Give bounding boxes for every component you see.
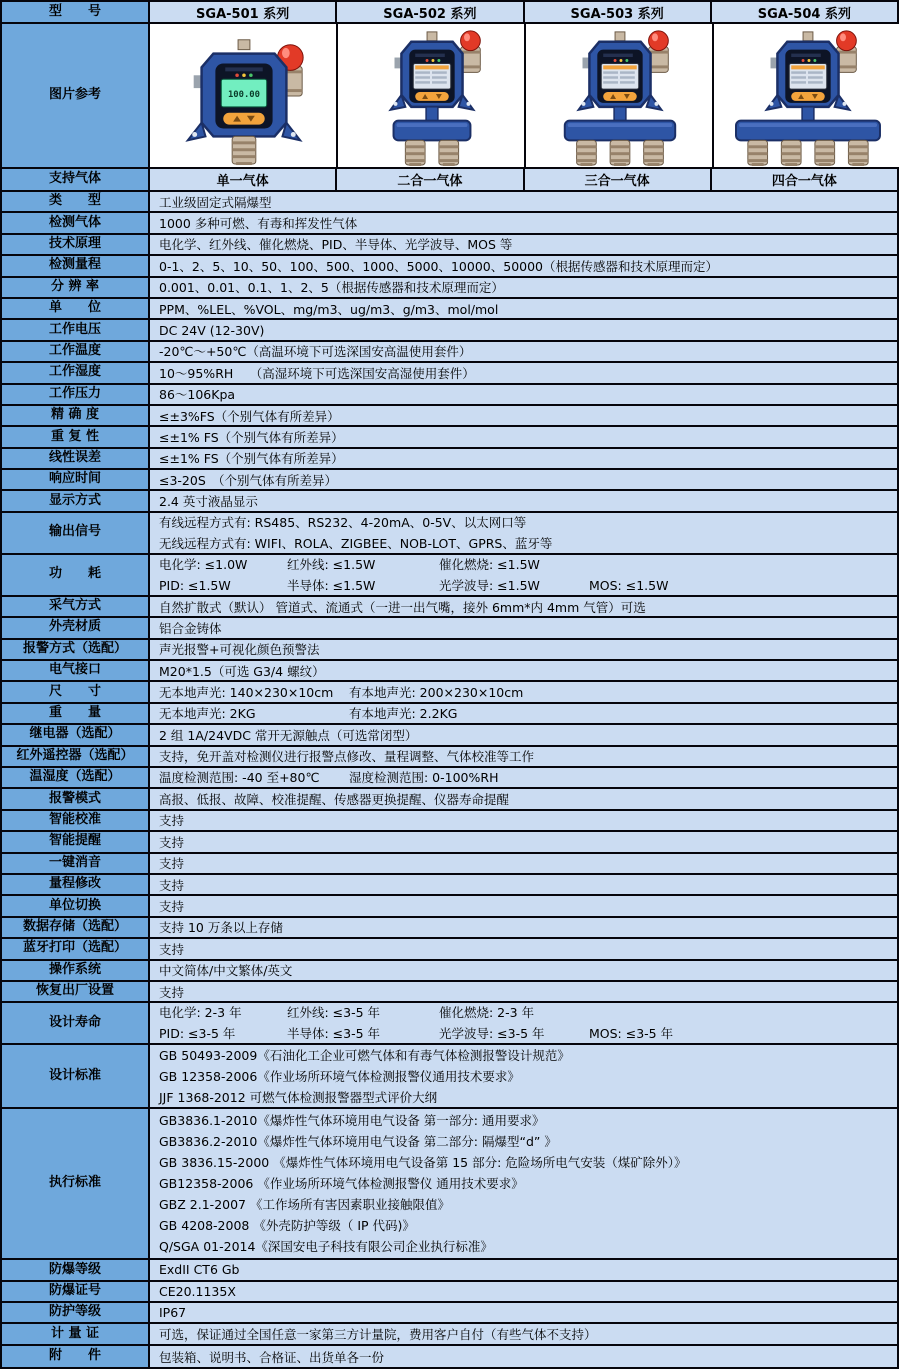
spec-row-29 xyxy=(2,854,897,875)
value-segment: 光学波导: ≤1.5W xyxy=(439,577,540,593)
spec-row-label: 设计寿命 xyxy=(2,1003,150,1043)
value-segment: 电化学: ≤1.0W xyxy=(159,556,248,572)
spec-row-label: 工作湿度 xyxy=(2,363,150,382)
spec-row-label: 单 位 xyxy=(2,299,150,318)
supported-gas-sga504: 四合一气体 xyxy=(712,169,897,190)
value-line: JJF 1368-2012 可燃气体检测报警器型式评价大纲 xyxy=(159,1089,438,1105)
spec-row-value: CE20.1135X xyxy=(150,1282,897,1301)
spec-row-value: 包装箱、说明书、合格证、出货单各一份 xyxy=(150,1346,897,1367)
spec-row-value: 铝合金铸体 xyxy=(150,618,897,637)
value-segment: 催化燃烧: ≤1.5W xyxy=(439,556,540,572)
value-segment: 有本地声光: 2.2KG xyxy=(349,706,458,722)
spec-row-label: 智能校准 xyxy=(2,811,150,830)
spec-row-value: 支持 10 万条以上存储 xyxy=(150,918,897,937)
spec-row-0 xyxy=(2,192,897,213)
spec-row-41 xyxy=(2,1303,897,1324)
supported-gas-sga501: 单一气体 xyxy=(150,169,337,190)
spec-row-27 xyxy=(2,811,897,832)
value-line: GB 3836.15-2000 《爆炸性气体环境用电气设备第 15 部分: 危险场所电气安装（煤矿除外）》 xyxy=(159,1155,687,1171)
spec-row-label: 报警方式（选配） xyxy=(2,640,150,659)
image-reference-label: 图片参考 xyxy=(2,24,150,167)
spec-row-17 xyxy=(2,597,897,618)
spec-row-value xyxy=(150,768,897,787)
spec-row-label: 类 型 xyxy=(2,192,150,211)
svg-text:100.00: 100.00 xyxy=(227,89,260,100)
spec-row-value: 声光报警+可视化颜色预警法 xyxy=(150,640,897,659)
spec-row-28 xyxy=(2,832,897,853)
spec-row-label: 防爆证号 xyxy=(2,1282,150,1301)
spec-row-11 xyxy=(2,427,897,448)
spec-row-40 xyxy=(2,1282,897,1303)
spec-row-value: 支持 xyxy=(150,832,897,851)
spec-row-19 xyxy=(2,640,897,661)
spec-row-value: 10～95%RH （高湿环境下可选深国安高湿使用套件） xyxy=(150,363,897,382)
model-name-sga503: SGA-503 系列 xyxy=(525,2,712,22)
value-line: GB 12358-2006《作业场所环境气体检测报警仪通用技术要求》 xyxy=(159,1068,520,1084)
spec-row-3 xyxy=(2,256,897,277)
value-segment: 湿度检测范围: 0-100%RH xyxy=(349,770,499,786)
spec-row-label: 精 确 度 xyxy=(2,406,150,425)
spec-row-label: 显示方式 xyxy=(2,491,150,510)
spec-row-16 xyxy=(2,555,897,597)
spec-row-value: 支持 xyxy=(150,982,897,1001)
spec-row-label: 输出信号 xyxy=(2,513,150,553)
spec-row-37 xyxy=(2,1045,897,1109)
value-line xyxy=(159,768,897,787)
spec-row-label: 检测气体 xyxy=(2,213,150,232)
gas-detector-single-probe-image xyxy=(150,24,338,167)
spec-row-value: 自然扩散式（默认） 管道式、流通式（一进一出气嘴，接外 6mm*内 4mm 气管）可选 xyxy=(150,597,897,616)
spec-row-label: 量程修改 xyxy=(2,875,150,894)
spec-row-label: 智能提醒 xyxy=(2,832,150,851)
spec-row-label: 功 耗 xyxy=(2,555,150,595)
value-line: Q/SGA 01-2014《深国安电子科技有限公司企业执行标准》 xyxy=(159,1239,493,1255)
spec-row-31 xyxy=(2,896,897,917)
spec-row-label: 操作系统 xyxy=(2,961,150,980)
spec-row-24 xyxy=(2,747,897,768)
spec-row-value: 1000 多种可燃、有毒和挥发性气体 xyxy=(150,213,897,232)
spec-row-value: DC 24V (12-30V) xyxy=(150,320,897,339)
spec-row-26 xyxy=(2,789,897,810)
model-header-row xyxy=(2,2,897,24)
spec-row-label: 防护等级 xyxy=(2,1303,150,1322)
value-segment: 无本地声光: 2KG xyxy=(159,706,256,722)
spec-row-label: 工作温度 xyxy=(2,342,150,361)
spec-row-7 xyxy=(2,342,897,363)
spec-row-25 xyxy=(2,768,897,789)
spec-row-label: 外壳材质 xyxy=(2,618,150,637)
value-segment: 催化燃烧: 2-3 年 xyxy=(439,1005,535,1021)
value-line: GB12358-2006 《作业场所环境气体检测报警仪 通用技术要求》 xyxy=(159,1176,524,1192)
spec-row-value: IP67 xyxy=(150,1303,897,1322)
spec-row-value: 中文简体/中文繁体/英文 xyxy=(150,961,897,980)
spec-row-value: 支持，免开盖对检测仪进行报警点修改、量程调整、气体校准等工作 xyxy=(150,747,897,766)
spec-row-value: M20*1.5（可选 G3/4 螺纹） xyxy=(150,661,897,680)
spec-row-9 xyxy=(2,385,897,406)
value-segment: 温度检测范围: -40 至+80℃ xyxy=(159,770,320,786)
spec-row-value: ≤±1% FS（个别气体有所差异） xyxy=(150,427,897,446)
spec-row-1 xyxy=(2,213,897,234)
spec-row-value: 支持 xyxy=(150,896,897,915)
spec-row-label: 工作压力 xyxy=(2,385,150,404)
spec-row-value: ≤±1% FS（个别气体有所差异） xyxy=(150,449,897,468)
spec-row-label: 附 件 xyxy=(2,1346,150,1367)
spec-row-label: 响应时间 xyxy=(2,470,150,489)
value-segment: MOS: ≤3-5 年 xyxy=(589,1026,674,1042)
spec-row-2 xyxy=(2,235,897,256)
model-name-sga501: SGA-501 系列 xyxy=(150,2,337,22)
supported-gas-sga502: 二合一气体 xyxy=(337,169,524,190)
model-header-label: 型 号 xyxy=(2,2,150,22)
spec-row-value xyxy=(150,555,897,595)
spec-row-value: 支持 xyxy=(150,811,897,830)
spec-row-43 xyxy=(2,1346,897,1367)
spec-row-4 xyxy=(2,278,897,299)
value-line: GB3836.1-2010《爆炸性气体环境用电气设备 第一部分: 通用要求》 xyxy=(159,1113,545,1129)
spec-row-12 xyxy=(2,449,897,470)
spec-row-label: 尺 寸 xyxy=(2,682,150,701)
spec-row-18 xyxy=(2,618,897,639)
spec-row-value xyxy=(150,1109,897,1258)
spec-row-23 xyxy=(2,725,897,746)
spec-row-label: 线性误差 xyxy=(2,449,150,468)
supported-gas-row xyxy=(2,169,897,192)
spec-row-value: 支持 xyxy=(150,875,897,894)
spec-row-label: 检测量程 xyxy=(2,256,150,275)
gas-detector-four-probe-image xyxy=(714,24,899,167)
spec-row-value: 支持 xyxy=(150,939,897,958)
spec-row-6 xyxy=(2,320,897,341)
value-line xyxy=(159,682,897,701)
spec-row-39 xyxy=(2,1260,897,1281)
value-segment: 红外线: ≤1.5W xyxy=(287,556,376,572)
spec-row-label: 单位切换 xyxy=(2,896,150,915)
spec-row-33 xyxy=(2,939,897,960)
spec-row-value: ExdII CT6 Gb xyxy=(150,1260,897,1279)
spec-row-21 xyxy=(2,682,897,703)
spec-row-label: 执行标准 xyxy=(2,1109,150,1258)
spec-row-value xyxy=(150,1003,897,1043)
value-segment: 半导体: ≤3-5 年 xyxy=(287,1026,381,1042)
spec-row-label: 防爆等级 xyxy=(2,1260,150,1279)
spec-row-15 xyxy=(2,513,897,555)
spec-row-34 xyxy=(2,961,897,982)
spec-row-label: 技术原理 xyxy=(2,235,150,254)
gas-detector-three-probe-image xyxy=(526,24,714,167)
spec-row-14 xyxy=(2,491,897,512)
spec-row-value xyxy=(150,1045,897,1107)
spec-row-value xyxy=(150,704,897,723)
supported-gas-sga503: 三合一气体 xyxy=(525,169,712,190)
spec-row-label: 电气接口 xyxy=(2,661,150,680)
value-line xyxy=(159,1023,897,1043)
value-line xyxy=(159,555,897,575)
spec-row-32 xyxy=(2,918,897,939)
spec-row-label: 重 量 xyxy=(2,704,150,723)
value-segment: MOS: ≤1.5W xyxy=(589,577,669,593)
spec-row-label: 计 量 证 xyxy=(2,1324,150,1343)
spec-row-value: 高报、低报、故障、校准提醒、传感器更换提醒、仪器寿命提醒 xyxy=(150,789,897,808)
spec-row-value: 0.001、0.01、0.1、1、2、5（根据传感器和技术原理而定） xyxy=(150,278,897,297)
value-line xyxy=(159,1003,897,1023)
spec-row-value: 86～106Kpa xyxy=(150,385,897,404)
value-line: GB3836.2-2010《爆炸性气体环境用电气设备 第二部分: 隔爆型“d” 》 xyxy=(159,1134,557,1150)
spec-row-value: 支持 xyxy=(150,854,897,873)
spec-row-label: 恢复出厂设置 xyxy=(2,982,150,1001)
spec-row-value: 可选，保证通过全国任意一家第三方计量院，费用客户自付（有些气体不支持） xyxy=(150,1324,897,1343)
spec-row-label: 一键消音 xyxy=(2,854,150,873)
spec-row-label: 分 辨 率 xyxy=(2,278,150,297)
spec-row-label: 采气方式 xyxy=(2,597,150,616)
spec-row-label: 温湿度（选配） xyxy=(2,768,150,787)
spec-row-42 xyxy=(2,1324,897,1345)
spec-row-label: 数据存储（选配） xyxy=(2,918,150,937)
spec-row-label: 设计标准 xyxy=(2,1045,150,1107)
value-line: 有线远程方式有: RS485、RS232、4-20mA、0-5V、以太网口等 xyxy=(159,514,527,530)
supported-gas-label: 支持气体 xyxy=(2,169,150,190)
image-reference-row xyxy=(2,24,897,169)
spec-row-value: 2 组 1A/24VDC 常开无源触点（可选常闭型） xyxy=(150,725,897,744)
spec-row-label: 报警模式 xyxy=(2,789,150,808)
spec-row-label: 工作电压 xyxy=(2,320,150,339)
value-segment: 有本地声光: 200×230×10cm xyxy=(349,684,524,700)
spec-row-value: -20℃～+50℃（高温环境下可选深国安高温使用套件） xyxy=(150,342,897,361)
spec-row-value: ≤3-20S （个别气体有所差异） xyxy=(150,470,897,489)
value-line: GB 4208-2008 《外壳防护等级（ IP 代码)》 xyxy=(159,1218,415,1234)
spec-row-value: PPM、%LEL、%VOL、mg/m3、ug/m3、g/m3、mol/mol xyxy=(150,299,897,318)
spec-row-20 xyxy=(2,661,897,682)
spec-row-8 xyxy=(2,363,897,384)
spec-row-label: 蓝牙打印（选配） xyxy=(2,939,150,958)
spec-row-35 xyxy=(2,982,897,1003)
model-name-sga504: SGA-504 系列 xyxy=(712,2,897,22)
spec-row-22 xyxy=(2,704,897,725)
value-line: GB 50493-2009《石油化工企业可燃气体和有毒气体检测报警设计规范》 xyxy=(159,1047,570,1063)
value-segment: PID: ≤1.5W xyxy=(159,577,231,593)
spec-row-label: 继电器（选配） xyxy=(2,725,150,744)
value-segment: 电化学: 2-3 年 xyxy=(159,1005,242,1021)
spec-row-5 xyxy=(2,299,897,320)
spec-row-value: 工业级固定式隔爆型 xyxy=(150,192,897,211)
spec-row-label: 重 复 性 xyxy=(2,427,150,446)
spec-row-value: 电化学、红外线、催化燃烧、PID、半导体、光学波导、MOS 等 xyxy=(150,235,897,254)
value-segment: 无本地声光: 140×230×10cm xyxy=(159,684,334,700)
gas-detector-two-probe-image xyxy=(338,24,526,167)
spec-row-10 xyxy=(2,406,897,427)
value-line: 无线远程方式有: WIFI、ROLA、ZIGBEE、NOB-LOT、GPRS、蓝牙等 xyxy=(159,535,553,551)
spec-row-36 xyxy=(2,1003,897,1045)
spec-row-value: 2.4 英寸液晶显示 xyxy=(150,491,897,510)
spec-row-value xyxy=(150,682,897,701)
value-line xyxy=(159,575,897,595)
spec-row-value xyxy=(150,513,897,553)
value-line: GBZ 2.1-2007 《工作场所有害因素职业接触限值》 xyxy=(159,1197,450,1213)
spec-row-38 xyxy=(2,1109,897,1260)
spec-row-value: 0-1、2、5、10、50、100、500、1000、5000、10000、50000（根据传感器和技术原理而定） xyxy=(150,256,897,275)
value-segment: PID: ≤3-5 年 xyxy=(159,1026,236,1042)
value-segment: 半导体: ≤1.5W xyxy=(287,577,376,593)
value-segment: 光学波导: ≤3-5 年 xyxy=(439,1026,545,1042)
spec-row-13 xyxy=(2,470,897,491)
model-name-sga502: SGA-502 系列 xyxy=(337,2,524,22)
value-line xyxy=(159,704,897,723)
value-segment: 红外线: ≤3-5 年 xyxy=(287,1005,381,1021)
spec-row-label: 红外遥控器（选配） xyxy=(2,747,150,766)
spec-row-value: ≤±3%FS（个别气体有所差异） xyxy=(150,406,897,425)
spec-row-30 xyxy=(2,875,897,896)
